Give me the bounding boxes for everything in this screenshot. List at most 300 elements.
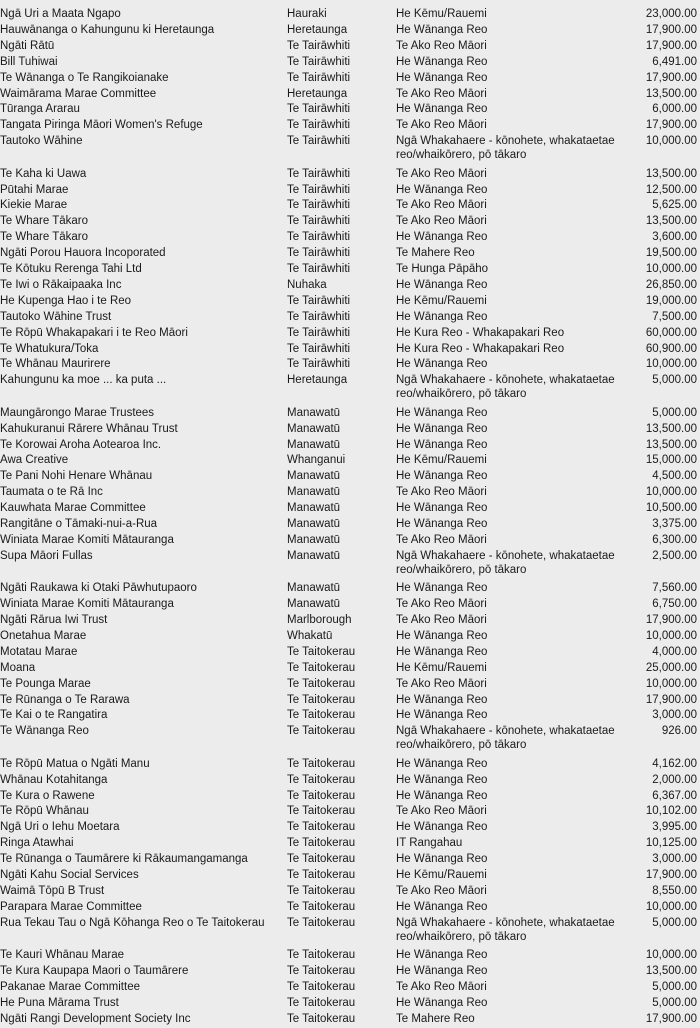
region: Te Tairāwhiti [287, 167, 351, 180]
table-row [0, 23, 700, 39]
amount: 3,600.00 [652, 231, 697, 244]
amount: 5,000.00 [652, 916, 697, 929]
amount: 6,750.00 [652, 598, 697, 611]
amount: 26,850.00 [645, 278, 697, 291]
recipient-name: Pūtahi Marae [0, 183, 69, 196]
category [396, 118, 626, 132]
amount: 4,162.00 [652, 757, 697, 770]
region: Te Taitokerau [287, 949, 356, 962]
recipient-name: Ngā Uri o Iehu Moetara [0, 821, 120, 834]
category [396, 661, 626, 675]
category [396, 677, 626, 691]
amount: 13,500.00 [645, 167, 697, 180]
amount: 60,000.00 [645, 326, 697, 339]
region: Te Tairāwhiti [287, 358, 351, 371]
category-line: Te Ako Reo Māori [396, 980, 487, 993]
recipient-name: Supa Māori Fullas [0, 549, 93, 562]
table-row [0, 724, 700, 752]
category [396, 485, 626, 499]
category [396, 804, 626, 818]
category-line: He Wānanga Reo [396, 71, 488, 84]
amount: 10,500.00 [645, 502, 697, 515]
category [396, 453, 626, 467]
table-row [0, 357, 700, 373]
category [396, 501, 626, 515]
recipient-name: Taumata o te Rā Inc [0, 486, 103, 499]
recipient-name: Te Wānanga Reo [0, 725, 89, 738]
category [396, 214, 626, 228]
recipient-name: Te Pounga Marae [0, 677, 91, 690]
region: Te Taitokerau [287, 709, 356, 722]
table-row [0, 789, 700, 805]
amount: 10,000.00 [645, 358, 697, 371]
amount: 3,000.00 [652, 709, 697, 722]
region: Te Tairāwhiti [287, 215, 351, 228]
table-row [0, 87, 700, 103]
category [396, 230, 626, 244]
category-line: He Wānanga Reo [396, 502, 488, 515]
region: Te Tairāwhiti [287, 342, 351, 355]
table-row [0, 693, 700, 709]
region: Te Taitokerau [287, 900, 356, 913]
category [396, 326, 626, 340]
category-line: Te Ako Reo Māori [396, 805, 487, 818]
amount: 6,300.00 [652, 533, 697, 546]
category [396, 964, 626, 978]
recipient-name: Ngāti Rārua Iwi Trust [0, 614, 108, 626]
amount: 4,500.00 [652, 470, 697, 483]
table-row [0, 167, 700, 183]
table-row [0, 310, 700, 326]
category-line: He Kura Reo - Whakapakari Reo [396, 342, 565, 355]
table-row [0, 549, 700, 576]
category [396, 1012, 626, 1026]
recipient-name: Te Rūnanga o Taumārere ki Rākaumangamanga [0, 853, 248, 866]
recipient-name: Waimārama Marae Committee [0, 87, 157, 100]
category-line: Ngā Whakahaere - kōnohete, whakataetae [396, 135, 615, 148]
table-row [0, 438, 700, 454]
category [396, 357, 626, 371]
category-line: He Wānanga Reo [396, 629, 488, 642]
region: Hauraki [287, 8, 327, 20]
table-row [0, 1012, 700, 1028]
table-row [0, 453, 700, 469]
table-row [0, 996, 700, 1012]
category-line: Te Ako Reo Māori [396, 39, 487, 52]
region: Manawatū [287, 470, 341, 483]
table-row [0, 55, 700, 71]
category-line: Te Ako Reo Māori [396, 199, 487, 212]
category [396, 900, 626, 914]
category [396, 23, 626, 37]
recipient-name: Te Rōpū Whānau [0, 805, 89, 818]
recipient-name: Tautoko Wāhine [0, 135, 83, 148]
table-row [0, 980, 700, 996]
category [396, 549, 626, 577]
category-line: He Wānanga Reo [396, 645, 488, 658]
amount: 5,000.00 [652, 980, 697, 993]
category [396, 693, 626, 707]
table-row [0, 836, 700, 852]
amount: 7,500.00 [652, 310, 697, 323]
category-line: He Wānanga Reo [396, 278, 488, 291]
category [396, 39, 626, 53]
amount: 10,000.00 [645, 486, 697, 499]
recipient-name: Te Wānanga o Te Rangikoianake [0, 71, 169, 84]
table-row [0, 183, 700, 199]
category [396, 852, 626, 866]
region: Nuhaka [287, 278, 327, 291]
table-row [0, 198, 700, 214]
category-line: Te Mahere Reo [396, 1012, 475, 1025]
table-row [0, 230, 700, 246]
category-line: He Wānanga Reo [396, 789, 488, 802]
table-row [0, 964, 700, 980]
category [396, 868, 626, 882]
table-row [0, 916, 700, 943]
category-line: He Wānanga Reo [396, 996, 488, 1009]
region: Te Taitokerau [287, 773, 356, 786]
region: Te Tairāwhiti [287, 294, 351, 307]
recipient-name: Te Kura o Rawene [0, 789, 95, 802]
region: Te Taitokerau [287, 996, 356, 1009]
table-row [0, 278, 700, 294]
amount: 17,900.00 [645, 39, 697, 52]
recipient-name: Kiekie Marae [0, 199, 68, 212]
table-row [0, 629, 700, 645]
category-line: He Wānanga Reo [396, 438, 488, 451]
table-row [0, 406, 700, 422]
category-line: Te Ako Reo Māori [396, 87, 487, 100]
category [396, 645, 626, 659]
recipient-name: Te Whānau Maurirere [0, 358, 111, 371]
region: Whanganui [287, 454, 346, 467]
region: Te Taitokerau [287, 661, 356, 674]
region: Te Taitokerau [287, 1012, 356, 1025]
category-line: He Wānanga Reo [396, 310, 488, 323]
category-line: He Wānanga Reo [396, 406, 488, 419]
recipient-name: Te Rōpū Whakapakari i te Reo Māori [0, 326, 188, 339]
table-row [0, 613, 700, 629]
amount: 4,000.00 [652, 645, 697, 658]
category-line: He Kēmu/Rauemi [396, 8, 487, 20]
amount: 23,000.00 [645, 8, 697, 20]
recipient-name: Te Whatukura/Toka [0, 342, 99, 355]
category-line-2: reo/whaikōrero, pō tākaro [396, 739, 527, 752]
category [396, 134, 626, 162]
recipient-name: Onetahua Marae [0, 629, 87, 642]
recipient-name: Winiata Marae Komiti Mātauranga [0, 598, 174, 611]
region: Whakatū [287, 629, 333, 642]
recipient-name: Te Kōtuku Rerenga Tahi Ltd [0, 263, 142, 275]
amount: 17,900.00 [645, 1012, 697, 1025]
category-line: He Kura Reo - Whakapakari Reo [396, 326, 565, 339]
recipient-name: Motatau Marae [0, 645, 78, 658]
region: Te Tairāwhiti [287, 183, 351, 196]
amount: 10,000.00 [645, 677, 697, 690]
region: Heretaunga [287, 374, 348, 387]
amount: 17,900.00 [645, 119, 697, 132]
amount: 13,500.00 [645, 87, 697, 100]
category [396, 469, 626, 483]
region: Te Tairāwhiti [287, 199, 351, 212]
region: Manawatū [287, 406, 341, 419]
region: Manawatū [287, 533, 341, 546]
region: Te Taitokerau [287, 837, 356, 850]
amount: 17,900.00 [645, 693, 697, 706]
table-row [0, 485, 700, 501]
table-row [0, 804, 700, 820]
table-row [0, 948, 700, 964]
category-line: He Wānanga Reo [396, 422, 488, 435]
category-line-2: reo/whaikōrero, pō tākaro [396, 930, 527, 943]
amount: 3,995.00 [652, 821, 697, 834]
table-row [0, 517, 700, 533]
region: Te Taitokerau [287, 884, 356, 897]
region: Manawatū [287, 518, 341, 530]
category-line: Te Ako Reo Māori [396, 614, 487, 626]
amount: 17,900.00 [645, 71, 697, 84]
region: Te Taitokerau [287, 869, 356, 881]
region: Te Tairāwhiti [287, 119, 351, 132]
category-line: He Wānanga Reo [396, 949, 488, 962]
category-line: He Kēmu/Rauemi [396, 869, 487, 881]
category [396, 183, 626, 197]
table-row [0, 597, 700, 613]
category-line: Te Ako Reo Māori [396, 486, 487, 499]
table-row [0, 852, 700, 868]
category [396, 916, 626, 944]
region: Te Tairāwhiti [287, 71, 351, 84]
recipient-name: Te Rōpū Matua o Ngāti Manu [0, 757, 150, 770]
region: Manawatū [287, 549, 341, 562]
recipient-name: Whānau Kotahitanga [0, 773, 108, 786]
category [396, 422, 626, 436]
category [396, 71, 626, 85]
category [396, 836, 626, 850]
category-line: Te Ako Reo Māori [396, 215, 487, 228]
recipient-name: Ngāti Raukawa ki Otaki Pāwhutupaoro [0, 582, 197, 595]
category [396, 342, 626, 356]
table-row [0, 677, 700, 693]
category [396, 708, 626, 722]
recipient-name: Winiata Marae Komiti Mātauranga [0, 533, 174, 546]
amount: 6,367.00 [652, 789, 697, 802]
table-row [0, 262, 700, 278]
region: Manawatū [287, 598, 341, 611]
amount: 10,102.00 [645, 805, 697, 818]
table-row [0, 118, 700, 134]
region: Te Taitokerau [287, 965, 356, 977]
amount: 6,491.00 [652, 55, 697, 68]
recipient-name: Pakanae Marae Committee [0, 980, 140, 993]
category [396, 262, 626, 276]
table-row [0, 39, 700, 55]
amount: 13,500.00 [645, 965, 697, 977]
region: Te Tairāwhiti [287, 326, 351, 339]
category-line: He Wānanga Reo [396, 358, 488, 371]
recipient-name: Hauwānanga o Kahungunu ki Heretaunga [0, 23, 215, 36]
category [396, 996, 626, 1010]
category-line: He Kēmu/Rauemi [396, 454, 487, 467]
amount: 19,000.00 [645, 294, 697, 307]
category-line: Te Ako Reo Māori [396, 598, 487, 611]
category-line: He Wānanga Reo [396, 709, 488, 722]
amount: 10,000.00 [645, 949, 697, 962]
category [396, 198, 626, 212]
category-line: Ngā Whakahaere - kōnohete, whakataetae [396, 916, 615, 929]
region: Te Taitokerau [287, 853, 356, 866]
category [396, 87, 626, 101]
category [396, 980, 626, 994]
region: Te Taitokerau [287, 805, 356, 818]
recipient-name: Te Iwi o Rākaipaaka Inc [0, 278, 122, 291]
amount: 2,500.00 [652, 549, 697, 562]
category-line: Te Ako Reo Māori [396, 884, 487, 897]
recipient-name: Awa Creative [0, 454, 69, 467]
category [396, 7, 626, 21]
category-line: Te Ako Reo Māori [396, 677, 487, 690]
category [396, 517, 626, 531]
category [396, 246, 626, 260]
table-row [0, 326, 700, 342]
category [396, 406, 626, 420]
category-line: He Kēmu/Rauemi [396, 294, 487, 307]
recipient-name: Te Whare Tākaro [0, 231, 88, 244]
category-line: He Wānanga Reo [396, 853, 488, 866]
recipient-name: Te Kaha ki Uawa [0, 167, 87, 180]
table-row [0, 581, 700, 597]
region: Te Tairāwhiti [287, 231, 351, 244]
recipient-name: Ringa Atawhai [0, 837, 74, 850]
recipient-name: Kauwhata Marae Committee [0, 502, 146, 515]
amount: 5,000.00 [652, 374, 697, 387]
region: Manawatū [287, 486, 341, 499]
region: Te Taitokerau [287, 980, 356, 993]
recipient-name: Kahungunu ka moe ... ka puta ... [0, 374, 167, 387]
table-row [0, 900, 700, 916]
amount: 10,000.00 [645, 135, 697, 148]
category-line: He Wānanga Reo [396, 231, 488, 244]
category-line: Te Hunga Pāpāho [396, 263, 489, 275]
recipient-name: Bill Tuhiwai [0, 55, 58, 68]
category [396, 102, 626, 116]
amount: 5,625.00 [652, 199, 697, 212]
category [396, 613, 626, 627]
recipient-name: Te Whare Tākaro [0, 215, 88, 228]
amount: 10,000.00 [645, 900, 697, 913]
table-row [0, 661, 700, 677]
amount: 19,500.00 [645, 247, 697, 260]
amount: 13,500.00 [645, 438, 697, 451]
category [396, 167, 626, 181]
amount: 17,900.00 [645, 23, 697, 36]
category-line: He Wānanga Reo [396, 693, 488, 706]
category [396, 294, 626, 308]
category-line: He Wānanga Reo [396, 965, 488, 977]
category [396, 581, 626, 595]
recipient-name: Kahukuranui Rārere Whānau Trust [0, 422, 178, 435]
amount: 17,900.00 [645, 869, 697, 881]
recipient-name: Ngāti Rātū [0, 39, 55, 52]
recipient-name: Te Kai o te Rangatira [0, 709, 108, 722]
category-line-2: reo/whaikōrero, pō tākaro [396, 388, 527, 401]
recipient-name: Te Rūnanga o Te Rarawa [0, 693, 130, 706]
amount: 5,000.00 [652, 406, 697, 419]
region: Te Taitokerau [287, 693, 356, 706]
table-row [0, 7, 700, 23]
table-row [0, 246, 700, 262]
category [396, 724, 626, 752]
region: Te Taitokerau [287, 725, 356, 738]
amount: 12,500.00 [645, 183, 697, 196]
region: Te Taitokerau [287, 916, 356, 929]
amount: 926.00 [661, 725, 697, 738]
region: Manawatū [287, 502, 341, 515]
recipient-name: Ngā Uri a Maata Ngapo [0, 8, 121, 20]
recipient-name: Rua Tekau Tau o Ngā Kōhanga Reo o Te Taitokerau [0, 916, 265, 929]
category-line: He Wānanga Reo [396, 757, 488, 770]
category-line: Ngā Whakahaere - kōnohete, whakataetae [396, 725, 615, 738]
category-line: He Wānanga Reo [396, 55, 488, 68]
amount: 6,000.00 [652, 103, 697, 116]
amount: 3,375.00 [652, 518, 697, 530]
category-line: He Wānanga Reo [396, 900, 488, 913]
table-row [0, 294, 700, 310]
table-row [0, 501, 700, 517]
category [396, 629, 626, 643]
category-line: Te Ako Reo Māori [396, 533, 487, 546]
amount: 13,500.00 [645, 422, 697, 435]
category [396, 597, 626, 611]
table-row [0, 373, 700, 401]
category-line: He Wānanga Reo [396, 470, 488, 483]
region: Te Taitokerau [287, 821, 356, 834]
region: Te Taitokerau [287, 757, 356, 770]
category-line: Ngā Whakahaere - kōnohete, whakataetae [396, 374, 615, 387]
recipient-name: Te Pani Nohi Henare Whānau [0, 470, 153, 483]
amount: 2,000.00 [652, 773, 697, 786]
table-row [0, 422, 700, 438]
recipient-name: Maungārongo Marae Trustees [0, 406, 155, 419]
category-line: He Wānanga Reo [396, 582, 488, 595]
recipient-name: Parapara Marae Committee [0, 900, 142, 913]
category [396, 533, 626, 547]
table-row [0, 342, 700, 358]
region: Manawatū [287, 582, 341, 595]
category-line: He Wānanga Reo [396, 821, 488, 834]
category [396, 278, 626, 292]
region: Te Tairāwhiti [287, 39, 351, 52]
region: Manawatū [287, 422, 341, 435]
category [396, 757, 626, 771]
recipient-name: Te Kauri Whānau Marae [0, 949, 125, 962]
region: Te Tairāwhiti [287, 135, 351, 148]
amount: 15,000.00 [645, 454, 697, 467]
region: Te Taitokerau [287, 645, 356, 658]
recipient-name: Tangata Piringa Māori Women's Refuge [0, 119, 203, 132]
category-line: He Wānanga Reo [396, 773, 488, 786]
region: Marlborough [287, 614, 352, 626]
region: Heretaunga [287, 23, 348, 36]
recipient-name: He Kupenga Hao i te Reo [0, 294, 132, 307]
region: Te Tairāwhiti [287, 263, 351, 275]
table-row [0, 820, 700, 836]
category [396, 948, 626, 962]
region: Te Taitokerau [287, 677, 356, 690]
table-row [0, 214, 700, 230]
category-line: He Wānanga Reo [396, 518, 488, 530]
